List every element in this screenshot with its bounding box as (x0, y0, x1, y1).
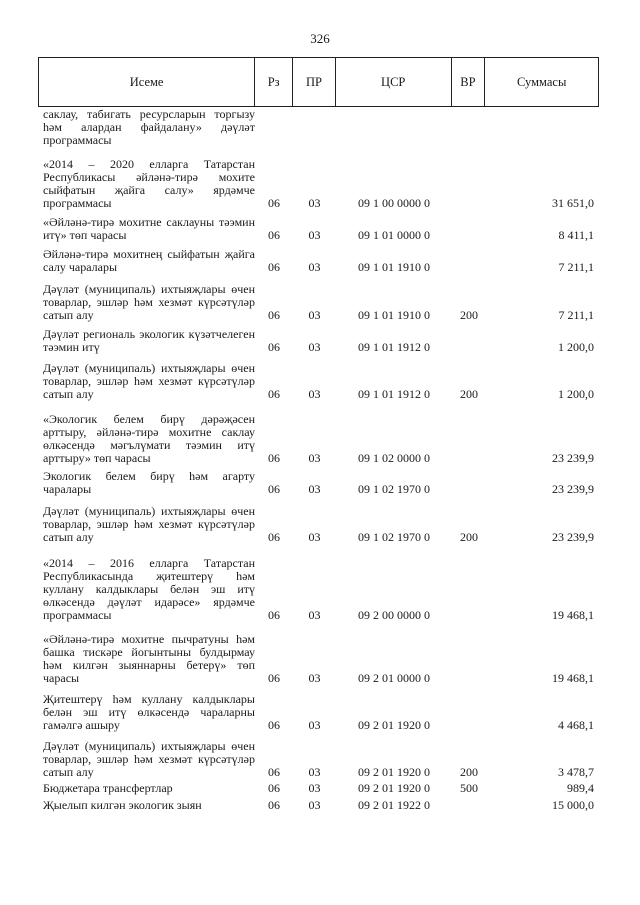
table-row (38, 108, 599, 152)
row-rz: 06 (268, 451, 280, 465)
row-rz: 06 (268, 781, 280, 795)
row-sum: 8 411,1 (558, 228, 594, 242)
row-name: «Әйләнә-тирә мохитне пычратуны һәм башка тискәре йогынтыны булдырмау һәм килгән зыяннарны бетерү» төп чарасы (43, 632, 255, 685)
row-pr: 03 (308, 482, 321, 496)
row-csr: 09 2 01 1920 0 (358, 781, 430, 795)
row-csr: 09 1 00 0000 0 (358, 196, 430, 210)
row-vr: 500 (460, 781, 478, 795)
row-name: Бюджетара трансфертлар (43, 781, 173, 795)
row-sum: 23 239,9 (552, 530, 594, 544)
table-row (38, 465, 599, 496)
table-header (38, 57, 599, 107)
row-pr: 03 (308, 308, 321, 322)
table-row (38, 496, 599, 544)
row-name: Җитештерү һәм куллану калдыклары белән эш итү өлкәсендә чараларны гамәлгә ашыру (43, 692, 255, 732)
row-name: Дәүләт (муниципаль) ихтыяҗлары өчен товарлар, эшләр һәм хезмәт күрсәтүләр сатып алу (43, 361, 255, 401)
header-csr: ЦСР (336, 58, 452, 106)
row-vr: 200 (460, 765, 478, 779)
row-name: саклау, табигать ресурсларын торгызу һәм алардан файдалану» дәүләт программасы (43, 107, 255, 147)
row-rz: 06 (268, 196, 280, 210)
table-row (38, 152, 599, 210)
table-row (38, 322, 599, 354)
row-name: Дәүләт (муниципаль) ихтыяҗлары өчен товарлар, эшләр һәм хезмәт күрсәтүләр сатып алу (43, 282, 255, 322)
row-csr: 09 1 01 1910 0 (358, 308, 430, 322)
row-sum: 1 200,0 (558, 387, 594, 401)
row-name: «2014 – 2020 елларга Татарстан Республикасы әйләнә-тирә мохите сыйфатын җайга салу» ярдәмче программасы (43, 157, 255, 210)
table-row (38, 544, 599, 622)
row-csr: 09 1 02 0000 0 (358, 451, 430, 465)
row-rz: 06 (268, 387, 280, 401)
row-rz: 06 (268, 340, 280, 354)
table-row (38, 622, 599, 685)
row-pr: 03 (308, 781, 321, 795)
row-csr: 09 1 02 1970 0 (358, 482, 430, 496)
row-csr: 09 2 01 1920 0 (358, 765, 430, 779)
row-csr: 09 1 01 0000 0 (358, 228, 430, 242)
table-row (38, 210, 599, 242)
row-pr: 03 (308, 451, 321, 465)
row-vr: 200 (460, 387, 478, 401)
row-name: Дәүләт региональ экологик күзәтчелеген тәэмин итү (43, 327, 255, 354)
row-sum: 3 478,7 (558, 765, 594, 779)
row-pr: 03 (308, 671, 321, 685)
row-sum: 4 468,1 (558, 718, 594, 732)
row-name: Җыелып килгән экологик зыян (43, 798, 202, 812)
row-rz: 06 (268, 608, 280, 622)
row-sum: 19 468,1 (552, 608, 594, 622)
row-rz: 06 (268, 228, 280, 242)
row-csr: 09 2 01 1922 0 (358, 798, 430, 812)
header-vr: ВР (452, 58, 486, 106)
row-name: Дәүләт (муниципаль) ихтыяҗлары өчен товарлар, эшләр һәм хезмәт күрсәтүләр сатып алу (43, 739, 255, 779)
row-name: «Экологик белем бирү дәрәҗәсен арттыру, әйләнә-тирә мохитне саклау өлкәсендә мәгълүмати тәэмин итү арттыру» төп чарасы (43, 412, 255, 465)
row-pr: 03 (308, 260, 321, 274)
row-rz: 06 (268, 482, 280, 496)
row-pr: 03 (308, 228, 321, 242)
table-row (38, 685, 599, 732)
header-sum: Суммасы (517, 74, 567, 89)
row-name: Әйләнә-тирә мохитнең сыйфатын җайга салу чаралары (43, 247, 255, 274)
row-pr: 03 (308, 798, 321, 812)
row-sum: 15 000,0 (552, 798, 594, 812)
row-rz: 06 (268, 530, 280, 544)
row-sum: 7 211,1 (558, 260, 594, 274)
page-number: 326 (310, 31, 330, 46)
row-name: «Әйләнә-тирә мохитне саклауны тәэмин итү» төп чарасы (43, 215, 255, 242)
header-name: Исеме (39, 58, 255, 106)
row-sum: 23 239,9 (552, 482, 594, 496)
row-pr: 03 (308, 530, 321, 544)
row-name: Дәүләт (муниципаль) ихтыяҗлары өчен товарлар, эшләр һәм хезмәт күрсәтүләр сатып алу (43, 504, 255, 544)
row-rz: 06 (268, 260, 280, 274)
row-rz: 06 (268, 308, 280, 322)
row-csr: 09 1 01 1912 0 (358, 387, 430, 401)
row-sum: 31 651,0 (552, 196, 594, 210)
row-sum: 1 200,0 (558, 340, 594, 354)
row-csr: 09 1 01 1912 0 (358, 340, 430, 354)
row-sum: 7 211,1 (558, 308, 594, 322)
row-sum: 23 239,9 (552, 451, 594, 465)
row-rz: 06 (268, 765, 280, 779)
table-row (38, 354, 599, 401)
row-pr: 03 (308, 340, 321, 354)
header-rz: Рз (255, 58, 293, 106)
table-row (38, 779, 599, 795)
row-csr: 09 2 00 0000 0 (358, 608, 430, 622)
row-pr: 03 (308, 196, 321, 210)
table-row (38, 401, 599, 465)
header-pr: ПР (293, 58, 336, 106)
row-csr: 09 1 02 1970 0 (358, 530, 430, 544)
table-row (38, 242, 599, 274)
row-csr: 09 1 01 1910 0 (358, 260, 430, 274)
row-sum: 19 468,1 (552, 671, 594, 685)
row-pr: 03 (308, 387, 321, 401)
row-pr: 03 (308, 718, 321, 732)
table-row (38, 799, 599, 815)
table-row (38, 274, 599, 322)
row-pr: 03 (308, 765, 321, 779)
table-row (38, 732, 599, 779)
row-csr: 09 2 01 1920 0 (358, 718, 430, 732)
row-rz: 06 (268, 671, 280, 685)
row-vr: 200 (460, 530, 478, 544)
row-csr: 09 2 01 0000 0 (358, 671, 430, 685)
row-rz: 06 (268, 798, 280, 812)
row-pr: 03 (308, 608, 321, 622)
row-sum: 989,4 (567, 781, 594, 795)
row-name: «2014 – 2016 елларга Татарстан Республикасында җитештерү һәм куллану калдыклары белән эш итү өлкәсендә дәүләт идарәсе» ярдәмче программасы (43, 556, 255, 622)
table-body (38, 108, 599, 815)
row-vr: 200 (460, 308, 478, 322)
row-name: Экологик белем бирү һәм агарту чаралары (43, 469, 255, 496)
row-rz: 06 (268, 718, 280, 732)
